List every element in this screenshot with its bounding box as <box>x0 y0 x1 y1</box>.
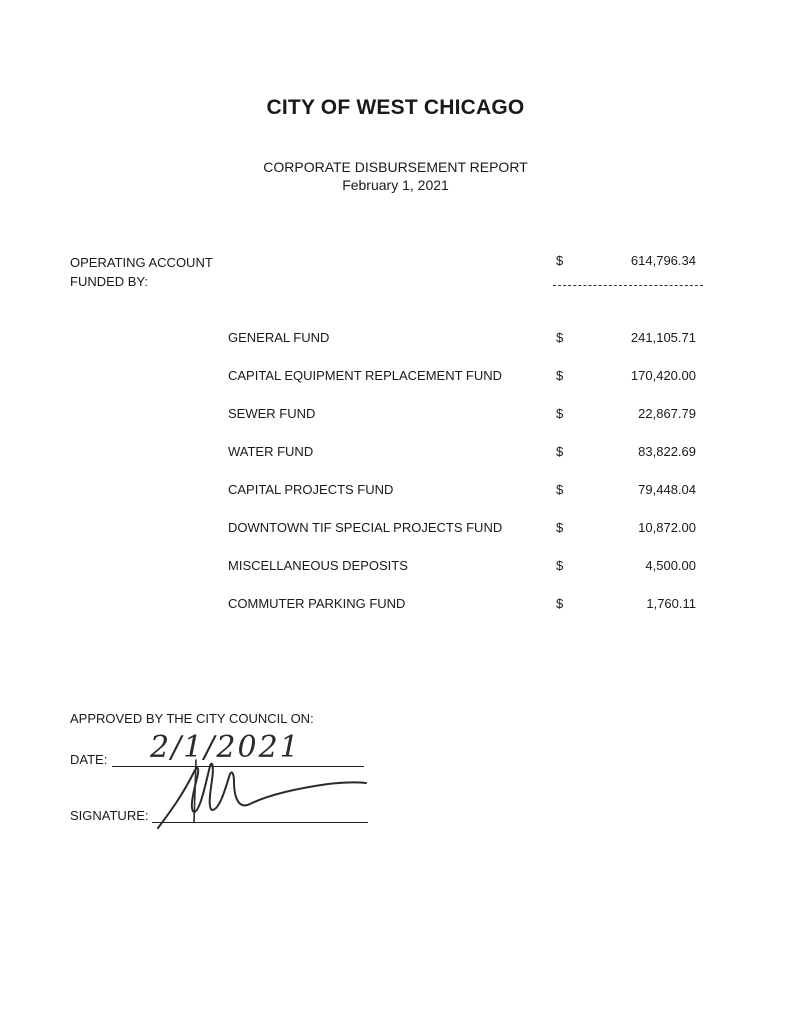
fund-row <box>0 368 791 388</box>
fund-amount: 170,420.00 <box>630 368 696 383</box>
operating-account-line1: OPERATING ACCOUNT <box>70 255 213 270</box>
report-subtitle <box>0 158 791 194</box>
fund-row <box>0 330 791 350</box>
fund-name: DOWNTOWN TIF SPECIAL PROJECTS FUND <box>228 520 503 535</box>
fund-name: GENERAL FUND <box>228 330 330 345</box>
fund-name: WATER FUND <box>228 444 314 459</box>
operating-account-label <box>70 253 213 291</box>
report-name: CORPORATE DISBURSEMENT REPORT <box>263 159 528 175</box>
signature-mark <box>150 752 370 832</box>
fund-row <box>0 558 791 578</box>
fund-row <box>0 596 791 616</box>
fund-row <box>0 444 791 464</box>
fund-currency: $ <box>556 520 564 535</box>
fund-name: CAPITAL EQUIPMENT REPLACEMENT FUND <box>228 368 503 383</box>
signature-label: SIGNATURE: <box>70 808 149 823</box>
fund-name: SEWER FUND <box>228 406 316 421</box>
fund-amount: 79,448.04 <box>638 482 696 497</box>
fund-amount: 1,760.11 <box>646 596 696 611</box>
fund-currency: $ <box>556 596 564 611</box>
fund-currency: $ <box>556 368 564 383</box>
fund-currency: $ <box>556 330 564 345</box>
funded-by-label: FUNDED BY: <box>70 274 149 289</box>
dashed-divider <box>553 285 703 286</box>
fund-amount: 83,822.69 <box>638 444 696 459</box>
fund-row <box>0 406 791 426</box>
report-date: February 1, 2021 <box>342 177 449 193</box>
fund-currency: $ <box>556 558 564 573</box>
fund-name: CAPITAL PROJECTS FUND <box>228 482 394 497</box>
fund-amount: 10,872.00 <box>638 520 696 535</box>
fund-name: MISCELLANEOUS DEPOSITS <box>228 558 408 573</box>
document-title: CITY OF WEST CHICAGO <box>266 96 525 119</box>
fund-amount: 22,867.79 <box>638 406 696 421</box>
fund-amount: 241,105.71 <box>630 330 696 345</box>
fund-amount: 4,500.00 <box>645 558 696 573</box>
fund-row <box>0 482 791 502</box>
operating-amount: 614,796.34 <box>630 253 696 268</box>
fund-name: COMMUTER PARKING FUND <box>228 596 406 611</box>
fund-currency: $ <box>556 444 564 459</box>
date-label: DATE: <box>70 752 108 767</box>
handwritten-date: 2/1/2021 <box>150 730 301 765</box>
fund-row <box>0 520 791 540</box>
fund-currency: $ <box>556 406 564 421</box>
operating-currency: $ <box>556 253 564 268</box>
approval-statement: APPROVED BY THE CITY COUNCIL ON: <box>70 711 314 726</box>
fund-currency: $ <box>556 482 564 497</box>
